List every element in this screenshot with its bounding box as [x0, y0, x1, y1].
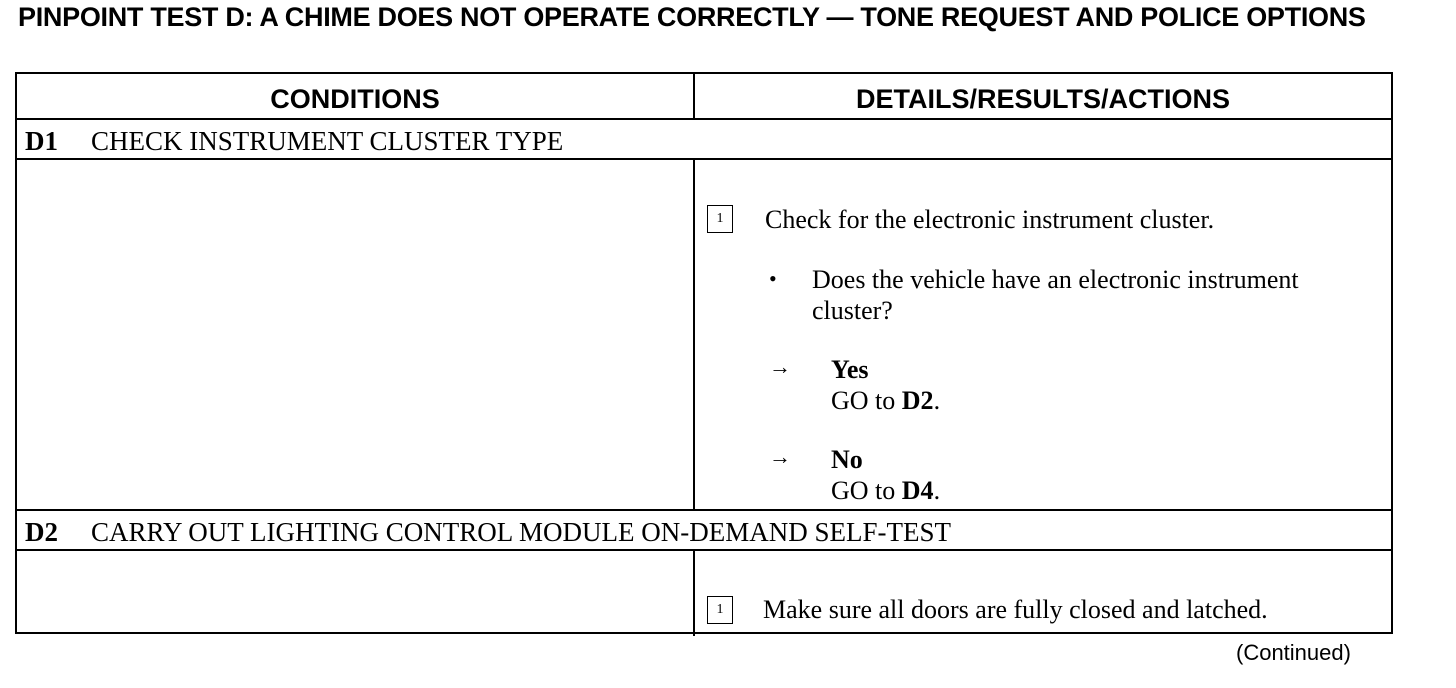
- goto-target: D4: [901, 476, 934, 505]
- step-title: CARRY OUT LIGHTING CONTROL MODULE ON-DEMAND SELF-TEST: [91, 517, 951, 547]
- goto-target: D2: [901, 386, 934, 415]
- step-id: D2: [25, 517, 58, 547]
- divider: [17, 118, 1391, 120]
- page-title: PINPOINT TEST D: A CHIME DOES NOT OPERATE CORRECTLY — TONE REQUEST AND POLICE OPTIONS: [18, 2, 1366, 32]
- goto-suffix: .: [933, 476, 941, 505]
- step-title: CHECK INSTRUMENT CLUSTER TYPE: [91, 126, 564, 156]
- step-id: D1: [25, 126, 58, 156]
- details-header: DETAILS/RESULTS/ACTIONS: [855, 84, 1230, 114]
- step-heading-d1: [25, 126, 563, 157]
- goto-prefix: GO to: [831, 476, 902, 505]
- step-number-box: 1: [707, 596, 733, 624]
- step-number-box: 1: [707, 205, 733, 233]
- column-divider: [693, 551, 695, 636]
- conditions-header: CONDITIONS: [270, 84, 440, 114]
- answer-label: No: [831, 445, 863, 474]
- arrow-right-icon: →: [769, 354, 791, 379]
- answer-yes: [831, 354, 940, 416]
- divider: [17, 509, 1391, 511]
- pinpoint-test-table: [15, 72, 1393, 634]
- answer-label: Yes: [831, 355, 869, 384]
- step-heading-d2: [25, 517, 951, 548]
- divider: [17, 158, 1391, 160]
- bullet-icon: •: [769, 266, 777, 291]
- action-text: Check for the electronic instrument cluster.: [765, 205, 1215, 234]
- column-divider: [693, 74, 695, 120]
- continued-note: (Continued): [1236, 640, 1351, 665]
- divider: [17, 549, 1391, 551]
- goto-prefix: GO to: [831, 386, 902, 415]
- goto-suffix: .: [933, 386, 941, 415]
- action-text: Make sure all doors are fully closed and latched.: [763, 595, 1268, 624]
- answer-no: [831, 444, 940, 506]
- arrow-right-icon: →: [769, 444, 791, 469]
- question-text: Does the vehicle have an electronic instrument cluster?: [812, 265, 1299, 325]
- column-divider: [693, 160, 695, 510]
